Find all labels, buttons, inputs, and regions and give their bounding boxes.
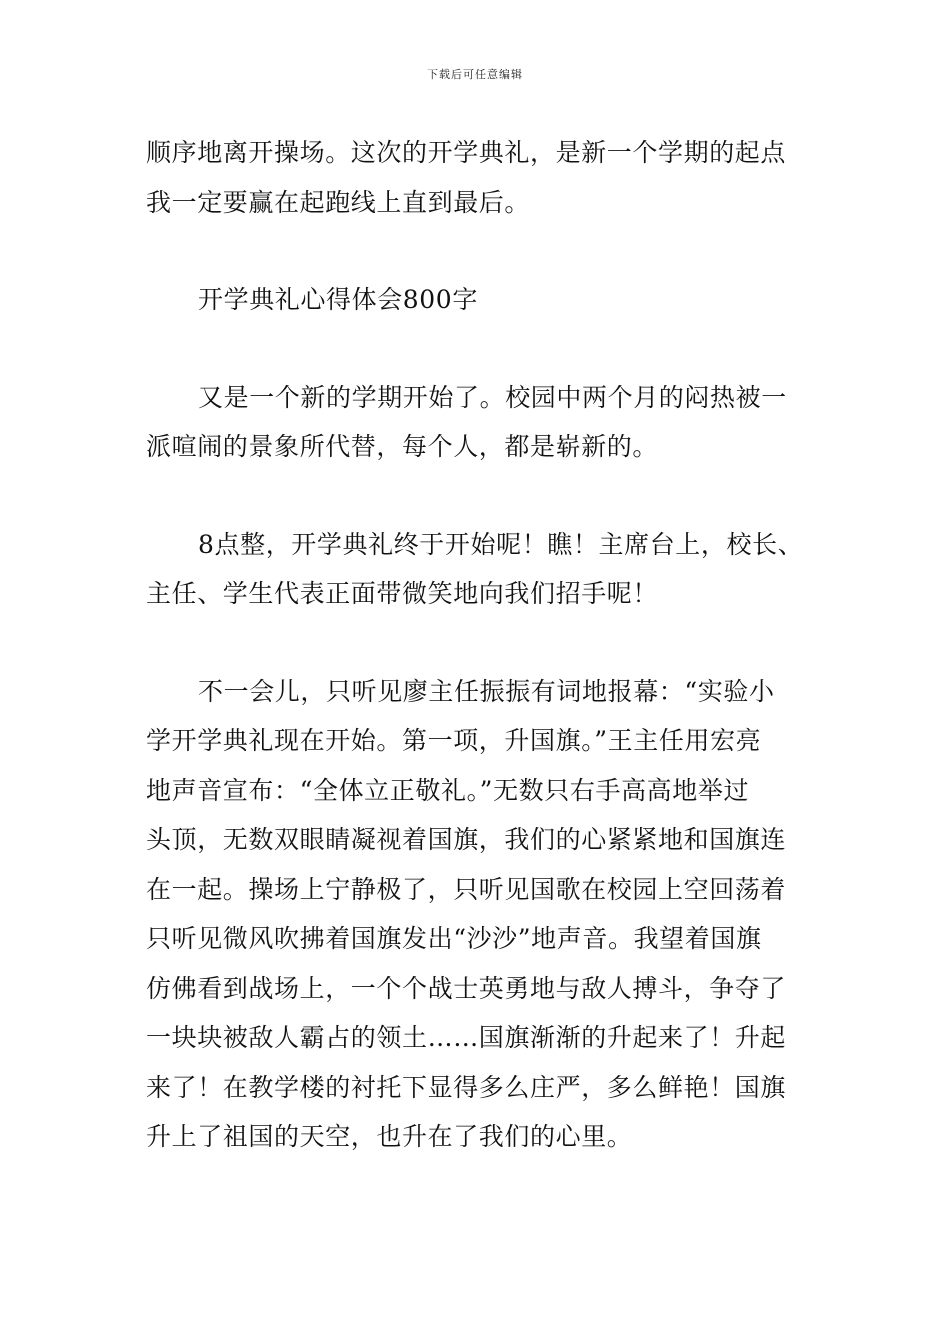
text-line: 主任、学生代表正面带微笑地向我们招手呢！	[146, 579, 659, 608]
text-line: 顺序地离开操场。这次的开学典礼，是新一个学期的起点	[146, 138, 787, 167]
paragraph-3	[146, 520, 810, 619]
text-line: 一块块被敌人霸占的领土……国旗渐渐的升起来了！升起	[146, 1023, 787, 1052]
text-line: 我一定要赢在起跑线上直到最后。	[146, 187, 531, 217]
page-header: 下载后可任意编辑	[427, 68, 523, 81]
text-line: 在一起。操场上宁静极了，只听见国歌在校园上空回荡着	[146, 874, 787, 904]
paragraph-gap	[146, 472, 810, 520]
paragraph-1	[146, 128, 810, 227]
text-line: 又是一个新的学期开始了。校园中两个月的闷热被一	[198, 382, 787, 412]
text-line: 派喧闹的景象所代替，每个人，都是崭新的。	[146, 432, 659, 461]
heading-line: 开学典礼心得体会800字	[198, 285, 478, 314]
text-line: 不一会儿，只听见廖主任振振有词地报幕：“实验小	[198, 676, 775, 706]
text-line: 地声音宣布：“全体立正敬礼。”无数只右手高高地举过	[146, 775, 750, 805]
paragraph-gap	[146, 325, 810, 373]
text-line: 升上了祖国的天空，也升在了我们的心里。	[146, 1122, 633, 1151]
text-line: 来了！在教学楼的衬托下显得多么庄严，多么鲜艳！国旗	[146, 1072, 787, 1102]
document-body	[146, 128, 810, 1162]
text-line: 8点整，开学典礼终于开始呢！瞧！主席台上，校长、	[198, 529, 804, 559]
paragraph-4	[146, 667, 810, 1162]
section-heading	[146, 275, 810, 325]
text-line: 头顶，无数双眼睛凝视着国旗，我们的心紧紧地和国旗连	[146, 825, 787, 854]
text-line: 只听见微风吹拂着国旗发出“沙沙”地声音。我望着国旗	[146, 924, 762, 953]
text-line: 学开学典礼现在开始。第一项，升国旗。”王主任用宏亮	[146, 726, 762, 755]
paragraph-gap	[146, 619, 810, 667]
paragraph-gap	[146, 227, 810, 275]
paragraph-2	[146, 373, 810, 472]
text-line: 仿佛看到战场上，一个个战士英勇地与敌人搏斗，争夺了	[146, 973, 787, 1003]
